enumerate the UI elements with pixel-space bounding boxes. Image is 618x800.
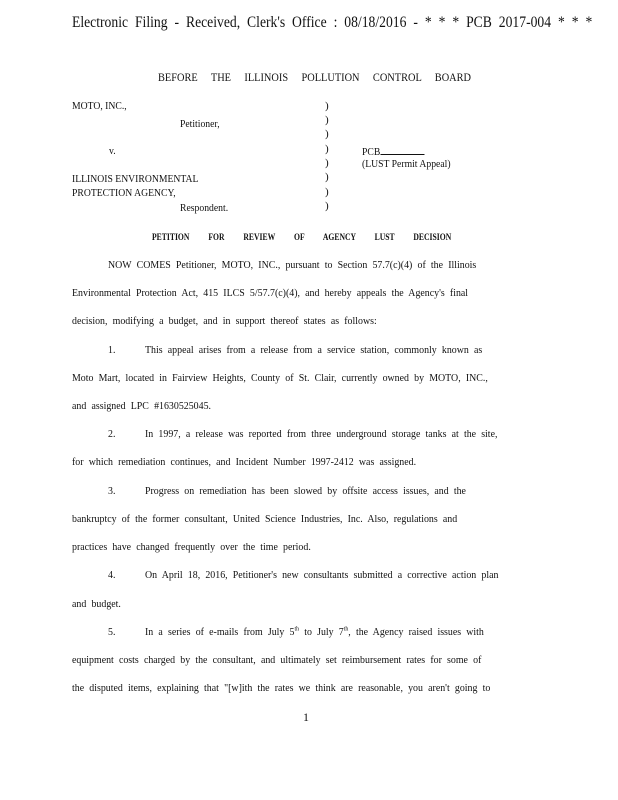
respondent-name-line2: PROTECTION AGENCY, (72, 187, 176, 199)
paragraph-number: 4. (108, 569, 116, 581)
paragraph-line: equipment costs charged by the consultant, and ultimately set reimbursement rates for some of (72, 654, 482, 666)
page-number: 1 (303, 710, 309, 724)
paragraph-line: the disputed items, explaining that "[w]ith the rates we think are reasonable, you aren't going to (72, 682, 491, 694)
line-segment: to July 7 (299, 626, 344, 638)
paragraph-line: for which remediation continues, and Incident Number 1997-2412 was assigned. (72, 456, 417, 468)
paragraph-line: This appeal arises from a release from a service station, commonly known as (145, 344, 483, 356)
respondent-role: Respondent. (180, 202, 229, 214)
filing-header: Electronic Filing - Received, Clerk's Office : 08/18/2016 - * * * PCB 2017-004 * * * (72, 14, 593, 31)
paragraph-line: bankruptcy of the former consultant, United Science Industries, Inc. Also, regulations and (72, 513, 458, 525)
paragraph-line: Progress on remediation has been slowed by offsite access issues, and the (145, 485, 466, 497)
paren: ) (325, 143, 329, 155)
paren: ) (325, 186, 329, 198)
paren: ) (325, 157, 329, 169)
intro-line: NOW COMES Petitioner, MOTO, INC., pursuant to Section 57.7(c)(4) of the Illinois (108, 259, 477, 271)
paragraph-line: and assigned LPC #1630525045. (72, 400, 212, 412)
respondent-name-line1: ILLINOIS ENVIRONMENTAL (72, 173, 199, 185)
petitioner-name: MOTO, INC., (72, 100, 127, 112)
paragraph-line: On April 18, 2016, Petitioner's new consultants submitted a corrective action plan (145, 569, 499, 581)
paren: ) (325, 128, 329, 140)
ordinal-suffix: th (343, 625, 349, 633)
intro-line: Environmental Protection Act, 415 ILCS 5/57.7(c)(4), and hereby appeals the Agency's final (72, 287, 469, 299)
paragraph-number: 2. (108, 428, 116, 440)
pcb-case-number (362, 144, 424, 158)
pcb-label: PCB (362, 146, 381, 158)
board-title: BEFORE THE ILLINOIS POLLUTION CONTROL BOARD (158, 72, 472, 84)
pcb-number-blank (380, 144, 424, 155)
paragraph-number: 1. (108, 344, 116, 356)
paren: ) (325, 114, 329, 126)
paragraph-number: 5. (108, 626, 116, 638)
versus: v. (109, 145, 116, 157)
paragraph-line: Moto Mart, located in Fairview Heights, County of St. Clair, currently owned by MOTO, INC., (72, 372, 488, 384)
paragraph-line: and budget. (72, 598, 121, 610)
paragraph-line: In 1997, a release was reported from three underground storage tanks at the site, (145, 428, 498, 440)
paren: ) (325, 171, 329, 183)
paragraph-number: 3. (108, 485, 116, 497)
ordinal-suffix: th (294, 625, 300, 633)
petitioner-role: Petitioner, (180, 118, 220, 130)
line-segment: , the Agency raised issues with (348, 626, 484, 638)
paragraph-line (145, 626, 484, 638)
paren: ) (325, 100, 329, 112)
pcb-case-type: (LUST Permit Appeal) (362, 158, 451, 170)
intro-line: decision, modifying a budget, and in support thereof states as follows: (72, 315, 377, 327)
paragraph-line: practices have changed frequently over the time period. (72, 541, 311, 553)
line-segment: In a series of e-mails from July 5 (145, 626, 295, 638)
petition-title: PETITION FOR REVIEW OF AGENCY LUST DECISION (152, 232, 452, 242)
paren: ) (325, 200, 329, 212)
